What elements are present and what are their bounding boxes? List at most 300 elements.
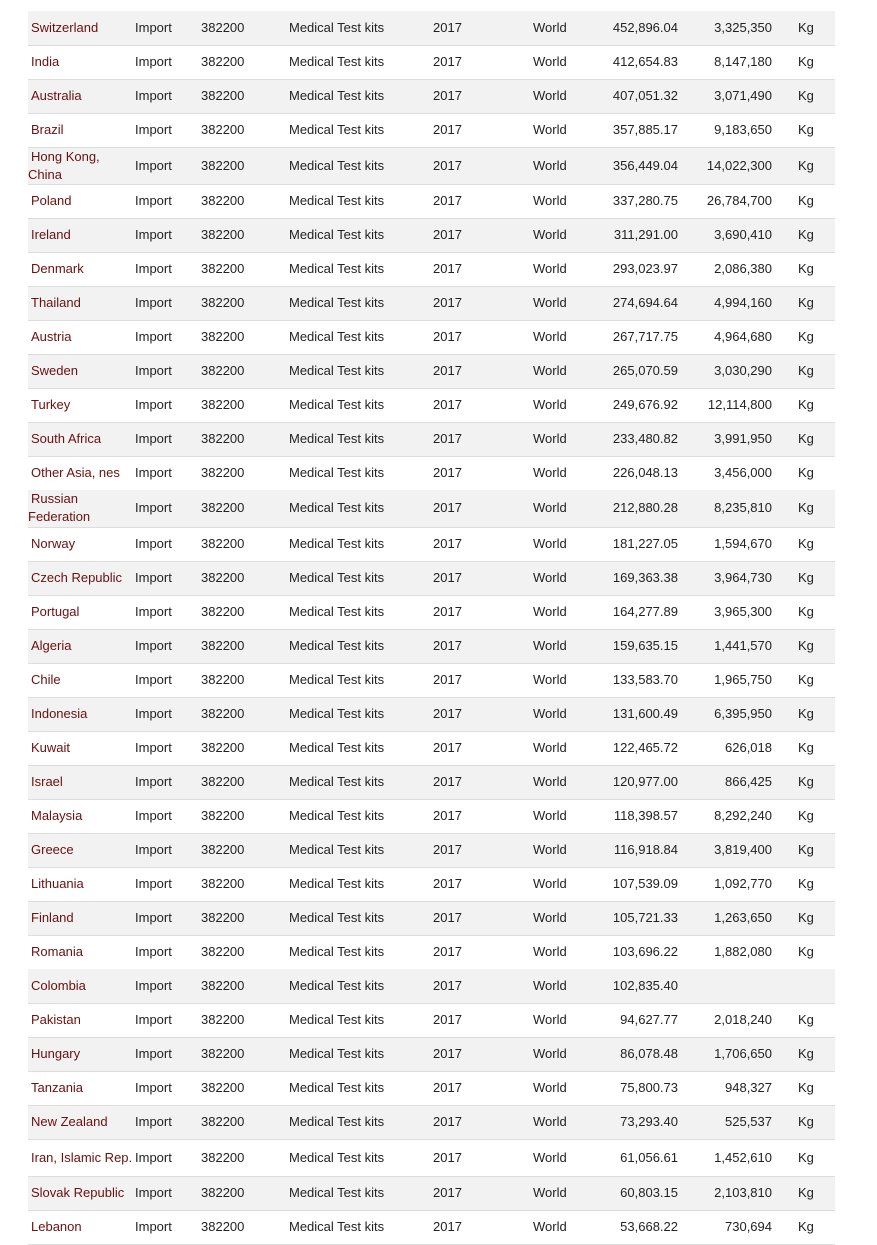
trade-flow-cell: Import xyxy=(135,397,172,412)
quantity-unit-cell: Kg xyxy=(798,19,814,35)
partner-cell: World xyxy=(533,54,567,69)
trade-flow-cell: Import xyxy=(135,1149,172,1165)
year-cell: 2017 xyxy=(433,261,462,276)
year-cell: 2017 xyxy=(433,54,462,69)
trade-value-cell: 94,627.77 xyxy=(620,1012,678,1027)
country-cell xyxy=(28,1003,135,1037)
partner-cell: World xyxy=(533,397,567,412)
trade-value-cell: 159,635.15 xyxy=(612,638,678,653)
product-name-cell: Medical Test kits xyxy=(289,536,385,551)
product-name-cell: Medical Test kits xyxy=(289,295,385,310)
country-cell xyxy=(28,286,135,320)
trade-value-cell: 169,363.38 xyxy=(612,570,678,585)
table-row xyxy=(28,527,835,561)
commodity-code-cell: 382200 xyxy=(201,774,245,789)
quantity-cell: 3,965,300 xyxy=(714,604,772,619)
trade-value-cell: 357,885.17 xyxy=(612,122,678,137)
partner-cell: World xyxy=(533,261,567,276)
quantity-cell: 26,784,700 xyxy=(706,193,772,208)
trade-flow-cell: Import xyxy=(135,706,172,721)
table-row xyxy=(28,490,835,527)
country-cell xyxy=(28,184,135,218)
country-link[interactable]: Czech Republic xyxy=(31,570,123,585)
quantity-unit-cell: Kg xyxy=(798,638,814,653)
country-cell xyxy=(28,595,135,629)
country-link[interactable]: Slovak Republic xyxy=(31,1185,125,1200)
country-link[interactable]: Austria xyxy=(31,329,72,344)
product-name-cell: Medical Test kits xyxy=(289,157,385,173)
product-name-cell: Medical Test kits xyxy=(289,808,385,823)
country-link[interactable]: Turkey xyxy=(31,397,71,412)
year-cell: 2017 xyxy=(433,842,462,857)
commodity-code-cell: 382200 xyxy=(201,1185,245,1200)
trade-value-cell: 133,583.70 xyxy=(612,672,678,687)
partner-cell: World xyxy=(533,1185,567,1200)
year-cell: 2017 xyxy=(433,295,462,310)
quantity-cell: 4,994,160 xyxy=(714,295,772,310)
product-name-cell: Medical Test kits xyxy=(289,842,385,857)
partner-cell: World xyxy=(533,944,567,960)
trade-value-cell: 75,800.73 xyxy=(620,1080,678,1095)
product-name-cell: Medical Test kits xyxy=(289,1149,385,1165)
country-cell xyxy=(28,1037,135,1071)
country-link[interactable]: Brazil xyxy=(31,122,64,137)
trade-value-cell: 265,070.59 xyxy=(612,363,678,378)
country-link[interactable]: Finland xyxy=(31,910,74,925)
country-cell xyxy=(28,799,135,833)
year-cell: 2017 xyxy=(433,193,462,208)
country-link[interactable]: Hungary xyxy=(31,1046,81,1061)
product-name-cell: Medical Test kits xyxy=(289,1080,385,1095)
year-cell: 2017 xyxy=(433,1219,462,1234)
quantity-cell: 1,092,770 xyxy=(714,876,772,891)
quantity-cell: 12,114,800 xyxy=(707,397,772,412)
product-name-cell: Medical Test kits xyxy=(289,122,385,137)
country-link[interactable]: Israel xyxy=(31,774,63,789)
country-link[interactable]: Iran, Islamic Rep. xyxy=(31,1149,133,1165)
table-row xyxy=(28,765,835,799)
commodity-code-cell: 382200 xyxy=(201,431,245,446)
year-cell: 2017 xyxy=(433,500,462,516)
product-name-cell: Medical Test kits xyxy=(289,740,385,755)
table-row xyxy=(28,45,835,79)
trade-flow-cell: Import xyxy=(135,329,172,344)
trade-flow-cell: Import xyxy=(135,1080,172,1095)
partner-cell: World xyxy=(533,1012,567,1027)
trade-flow-cell: Import xyxy=(135,261,172,276)
trade-flow-cell: Import xyxy=(135,295,172,310)
quantity-cell: 14,022,300 xyxy=(706,157,772,173)
table-row xyxy=(28,935,835,969)
trade-data-table-container xyxy=(28,11,835,1245)
trade-value-cell: 122,465.72 xyxy=(612,740,678,755)
trade-flow-cell: Import xyxy=(135,672,172,687)
table-row xyxy=(28,388,835,422)
year-cell: 2017 xyxy=(433,740,462,755)
quantity-unit-cell: Kg xyxy=(798,1080,814,1095)
country-link[interactable]: Norway xyxy=(31,536,76,551)
product-name-cell: Medical Test kits xyxy=(289,1185,385,1200)
commodity-code-cell: 382200 xyxy=(201,500,245,516)
trade-value-cell: 293,023.97 xyxy=(612,261,678,276)
trade-flow-cell: Import xyxy=(135,808,172,823)
trade-value-cell: 131,600.49 xyxy=(612,706,678,721)
year-cell: 2017 xyxy=(433,363,462,378)
product-name-cell: Medical Test kits xyxy=(289,397,385,412)
table-row xyxy=(28,456,835,490)
trade-value-cell: 86,078.48 xyxy=(620,1046,678,1061)
country-link[interactable]: Indonesia xyxy=(31,706,88,721)
year-cell: 2017 xyxy=(433,774,462,789)
product-name-cell: Medical Test kits xyxy=(289,363,385,378)
country-cell xyxy=(28,11,135,45)
quantity-unit-cell: Kg xyxy=(798,1149,814,1165)
commodity-code-cell: 382200 xyxy=(201,910,245,925)
quantity-unit-cell: Kg xyxy=(798,910,814,925)
trade-flow-cell: Import xyxy=(135,54,172,69)
quantity-cell: 2,103,810 xyxy=(714,1185,772,1200)
country-link[interactable]: Sweden xyxy=(31,363,78,378)
product-name-cell: Medical Test kits xyxy=(289,672,385,687)
commodity-code-cell: 382200 xyxy=(201,54,245,69)
commodity-code-cell: 382200 xyxy=(201,876,245,891)
quantity-cell: 525,537 xyxy=(725,1114,772,1129)
trade-value-cell: 53,668.22 xyxy=(620,1219,678,1234)
year-cell: 2017 xyxy=(433,19,462,35)
trade-flow-cell: Import xyxy=(135,157,172,173)
product-name-cell: Medical Test kits xyxy=(289,944,385,960)
trade-value-cell: 181,227.05 xyxy=(612,536,678,551)
partner-cell: World xyxy=(533,363,567,378)
quantity-cell: 3,964,730 xyxy=(714,570,772,585)
quantity-cell: 730,694 xyxy=(725,1219,772,1234)
quantity-cell: 3,030,290 xyxy=(714,363,772,378)
trade-flow-cell: Import xyxy=(135,465,172,481)
quantity-unit-cell: Kg xyxy=(798,122,814,137)
country-link[interactable]: Chile xyxy=(31,672,61,687)
trade-flow-cell: Import xyxy=(135,876,172,891)
commodity-code-cell: 382200 xyxy=(201,261,245,276)
quantity-cell: 948,327 xyxy=(725,1080,772,1095)
country-link[interactable]: Denmark xyxy=(31,261,84,276)
country-link[interactable]: Australia xyxy=(31,88,82,103)
trade-data-table xyxy=(28,11,835,1245)
table-row xyxy=(28,731,835,765)
year-cell: 2017 xyxy=(433,1114,462,1129)
partner-cell: World xyxy=(533,88,567,103)
partner-cell: World xyxy=(533,740,567,755)
year-cell: 2017 xyxy=(433,329,462,344)
trade-value-cell: 105,721.33 xyxy=(612,910,678,925)
product-name-cell: Medical Test kits xyxy=(289,261,385,276)
country-cell xyxy=(28,561,135,595)
trade-value-cell: 120,977.00 xyxy=(612,774,678,789)
quantity-unit-cell: Kg xyxy=(798,808,814,823)
commodity-code-cell: 382200 xyxy=(201,944,245,960)
year-cell: 2017 xyxy=(433,1012,462,1027)
product-name-cell: Medical Test kits xyxy=(289,774,385,789)
quantity-unit-cell: Kg xyxy=(798,536,814,551)
country-link[interactable]: Lebanon xyxy=(31,1219,82,1234)
country-cell xyxy=(28,218,135,252)
trade-flow-cell: Import xyxy=(135,638,172,653)
country-cell xyxy=(28,147,135,184)
country-cell xyxy=(28,354,135,388)
quantity-cell: 3,456,000 xyxy=(714,465,772,481)
commodity-code-cell: 382200 xyxy=(201,157,245,173)
trade-flow-cell: Import xyxy=(135,842,172,857)
year-cell: 2017 xyxy=(433,672,462,687)
quantity-cell: 1,965,750 xyxy=(714,672,772,687)
year-cell: 2017 xyxy=(433,977,462,993)
commodity-code-cell: 382200 xyxy=(201,1012,245,1027)
trade-value-cell: 103,696.22 xyxy=(612,944,678,960)
country-link[interactable]: Poland xyxy=(31,193,72,208)
partner-cell: World xyxy=(533,672,567,687)
table-row xyxy=(28,901,835,935)
country-link[interactable]: Romania xyxy=(31,944,84,960)
country-cell xyxy=(28,79,135,113)
commodity-code-cell: 382200 xyxy=(201,1219,245,1234)
country-cell xyxy=(28,1105,135,1139)
quantity-unit-cell: Kg xyxy=(798,1046,814,1061)
product-name-cell: Medical Test kits xyxy=(289,604,385,619)
quantity-cell: 9,183,650 xyxy=(714,122,772,137)
quantity-unit-cell: Kg xyxy=(798,842,814,857)
country-cell xyxy=(28,113,135,147)
quantity-unit-cell: Kg xyxy=(798,1185,814,1200)
country-link[interactable]: Kuwait xyxy=(31,740,71,755)
quantity-unit-cell: Kg xyxy=(798,54,814,69)
table-row xyxy=(28,113,835,147)
commodity-code-cell: 382200 xyxy=(201,1149,245,1165)
table-row xyxy=(28,218,835,252)
country-link[interactable]: Lithuania xyxy=(31,876,84,891)
partner-cell: World xyxy=(533,808,567,823)
commodity-code-cell: 382200 xyxy=(201,1080,245,1095)
trade-flow-cell: Import xyxy=(135,944,172,960)
table-row xyxy=(28,1210,835,1244)
quantity-cell: 1,263,650 xyxy=(714,910,772,925)
year-cell: 2017 xyxy=(433,1046,462,1061)
partner-cell: World xyxy=(533,1149,567,1165)
table-row xyxy=(28,1105,835,1139)
table-row xyxy=(28,252,835,286)
quantity-unit-cell: Kg xyxy=(798,431,814,446)
product-name-cell: Medical Test kits xyxy=(289,19,385,35)
trade-flow-cell: Import xyxy=(135,740,172,755)
year-cell: 2017 xyxy=(433,638,462,653)
year-cell: 2017 xyxy=(433,1080,462,1095)
trade-flow-cell: Import xyxy=(135,431,172,446)
table-body xyxy=(28,11,835,1244)
quantity-cell: 1,594,670 xyxy=(714,536,772,551)
product-name-cell: Medical Test kits xyxy=(289,465,385,481)
trade-value-cell: 61,056.61 xyxy=(620,1149,678,1165)
trade-value-cell: 164,277.89 xyxy=(612,604,678,619)
table-row xyxy=(28,354,835,388)
trade-flow-cell: Import xyxy=(135,1114,172,1129)
year-cell: 2017 xyxy=(433,1185,462,1200)
product-name-cell: Medical Test kits xyxy=(289,193,385,208)
country-cell xyxy=(28,252,135,286)
quantity-unit-cell: Kg xyxy=(798,88,814,103)
quantity-unit-cell: Kg xyxy=(798,295,814,310)
partner-cell: World xyxy=(533,638,567,653)
product-name-cell: Medical Test kits xyxy=(289,1114,385,1129)
country-link[interactable]: New Zealand xyxy=(31,1114,108,1129)
country-cell xyxy=(28,833,135,867)
partner-cell: World xyxy=(533,1114,567,1129)
table-row xyxy=(28,320,835,354)
country-cell xyxy=(28,527,135,561)
country-link[interactable]: Pakistan xyxy=(31,1012,81,1027)
commodity-code-cell: 382200 xyxy=(201,706,245,721)
table-row xyxy=(28,1037,835,1071)
table-row xyxy=(28,1003,835,1037)
country-link[interactable]: Malaysia xyxy=(31,808,83,823)
trade-flow-cell: Import xyxy=(135,1185,172,1200)
quantity-cell: 3,991,950 xyxy=(714,431,772,446)
trade-value-cell: 116,918.84 xyxy=(613,842,678,857)
quantity-cell: 1,441,570 xyxy=(714,638,772,653)
country-cell xyxy=(28,629,135,663)
quantity-unit-cell: Kg xyxy=(798,157,814,173)
partner-cell: World xyxy=(533,1080,567,1095)
commodity-code-cell: 382200 xyxy=(201,1046,245,1061)
quantity-unit-cell: Kg xyxy=(798,774,814,789)
trade-value-cell: 118,398.57 xyxy=(613,808,678,823)
trade-value-cell: 60,803.15 xyxy=(620,1185,678,1200)
partner-cell: World xyxy=(533,193,567,208)
country-link[interactable]: Hong Kong, China xyxy=(28,148,100,182)
year-cell: 2017 xyxy=(433,910,462,925)
year-cell: 2017 xyxy=(433,465,462,481)
quantity-cell: 2,086,380 xyxy=(714,261,772,276)
table-row xyxy=(28,663,835,697)
country-link[interactable]: South Africa xyxy=(31,431,102,446)
quantity-unit-cell: Kg xyxy=(798,465,814,481)
partner-cell: World xyxy=(533,774,567,789)
quantity-cell: 866,425 xyxy=(725,774,772,789)
year-cell: 2017 xyxy=(433,536,462,551)
partner-cell: World xyxy=(533,706,567,721)
country-cell xyxy=(28,1071,135,1105)
country-link[interactable]: Greece xyxy=(31,842,74,857)
trade-flow-cell: Import xyxy=(135,193,172,208)
country-link[interactable]: India xyxy=(31,54,60,69)
quantity-cell: 626,018 xyxy=(725,740,772,755)
quantity-unit-cell: Kg xyxy=(798,1219,814,1234)
country-link[interactable]: Thailand xyxy=(31,295,81,310)
trade-value-cell: 274,694.64 xyxy=(612,295,678,310)
partner-cell: World xyxy=(533,536,567,551)
product-name-cell: Medical Test kits xyxy=(289,54,385,69)
quantity-unit-cell: Kg xyxy=(798,397,814,412)
trade-flow-cell: Import xyxy=(135,536,172,551)
country-cell xyxy=(28,901,135,935)
quantity-unit-cell: Kg xyxy=(798,193,814,208)
quantity-cell: 3,325,350 xyxy=(714,19,772,35)
trade-flow-cell: Import xyxy=(135,88,172,103)
trade-value-cell: 212,880.28 xyxy=(612,500,678,516)
quantity-unit-cell: Kg xyxy=(798,261,814,276)
country-link[interactable]: Ireland xyxy=(31,227,71,242)
commodity-code-cell: 382200 xyxy=(201,808,245,823)
product-name-cell: Medical Test kits xyxy=(289,1046,385,1061)
quantity-unit-cell: Kg xyxy=(798,570,814,585)
commodity-code-cell: 382200 xyxy=(201,638,245,653)
trade-value-cell: 233,480.82 xyxy=(612,431,678,446)
commodity-code-cell: 382200 xyxy=(201,363,245,378)
product-name-cell: Medical Test kits xyxy=(289,88,385,103)
commodity-code-cell: 382200 xyxy=(201,1114,245,1129)
product-name-cell: Medical Test kits xyxy=(289,227,385,242)
year-cell: 2017 xyxy=(433,944,462,960)
country-link[interactable]: Switzerland xyxy=(31,19,99,35)
trade-flow-cell: Import xyxy=(135,910,172,925)
trade-flow-cell: Import xyxy=(135,604,172,619)
partner-cell: World xyxy=(533,1219,567,1234)
partner-cell: World xyxy=(533,465,567,481)
quantity-cell: 3,819,400 xyxy=(714,842,772,857)
country-link[interactable]: Other Asia, nes xyxy=(31,465,120,481)
commodity-code-cell: 382200 xyxy=(201,227,245,242)
country-cell xyxy=(28,388,135,422)
trade-value-cell: 267,717.75 xyxy=(612,329,678,344)
trade-value-cell: 356,449.04 xyxy=(612,157,678,173)
table-row xyxy=(28,969,835,1003)
commodity-code-cell: 382200 xyxy=(201,397,245,412)
year-cell: 2017 xyxy=(433,1149,462,1165)
trade-flow-cell: Import xyxy=(135,19,172,35)
commodity-code-cell: 382200 xyxy=(201,193,245,208)
country-link[interactable]: Tanzania xyxy=(31,1080,84,1095)
year-cell: 2017 xyxy=(433,808,462,823)
partner-cell: World xyxy=(533,1046,567,1061)
trade-flow-cell: Import xyxy=(135,1012,172,1027)
trade-flow-cell: Import xyxy=(135,122,172,137)
table-row xyxy=(28,79,835,113)
table-row xyxy=(28,422,835,456)
partner-cell: World xyxy=(533,431,567,446)
quantity-cell: 3,690,410 xyxy=(714,227,772,242)
country-link[interactable]: Algeria xyxy=(31,638,72,653)
product-name-cell: Medical Test kits xyxy=(289,977,385,993)
table-row xyxy=(28,867,835,901)
quantity-cell: 4,964,680 xyxy=(714,329,772,344)
quantity-unit-cell: Kg xyxy=(798,706,814,721)
product-name-cell: Medical Test kits xyxy=(289,706,385,721)
trade-value-cell: 226,048.13 xyxy=(612,465,678,481)
trade-value-cell: 102,835.40 xyxy=(612,977,678,993)
trade-value-cell: 107,539.09 xyxy=(612,876,678,891)
country-link[interactable]: Colombia xyxy=(31,977,86,993)
partner-cell: World xyxy=(533,876,567,891)
commodity-code-cell: 382200 xyxy=(201,19,245,35)
trade-flow-cell: Import xyxy=(135,977,172,993)
country-link[interactable]: Portugal xyxy=(31,604,80,619)
quantity-unit-cell: Kg xyxy=(798,329,814,344)
quantity-unit-cell: Kg xyxy=(798,500,814,516)
country-link[interactable]: Russian Federation xyxy=(28,491,91,525)
trade-value-cell: 337,280.75 xyxy=(612,193,678,208)
commodity-code-cell: 382200 xyxy=(201,842,245,857)
trade-flow-cell: Import xyxy=(135,227,172,242)
country-cell xyxy=(28,765,135,799)
quantity-unit-cell xyxy=(772,969,835,1003)
commodity-code-cell: 382200 xyxy=(201,295,245,310)
